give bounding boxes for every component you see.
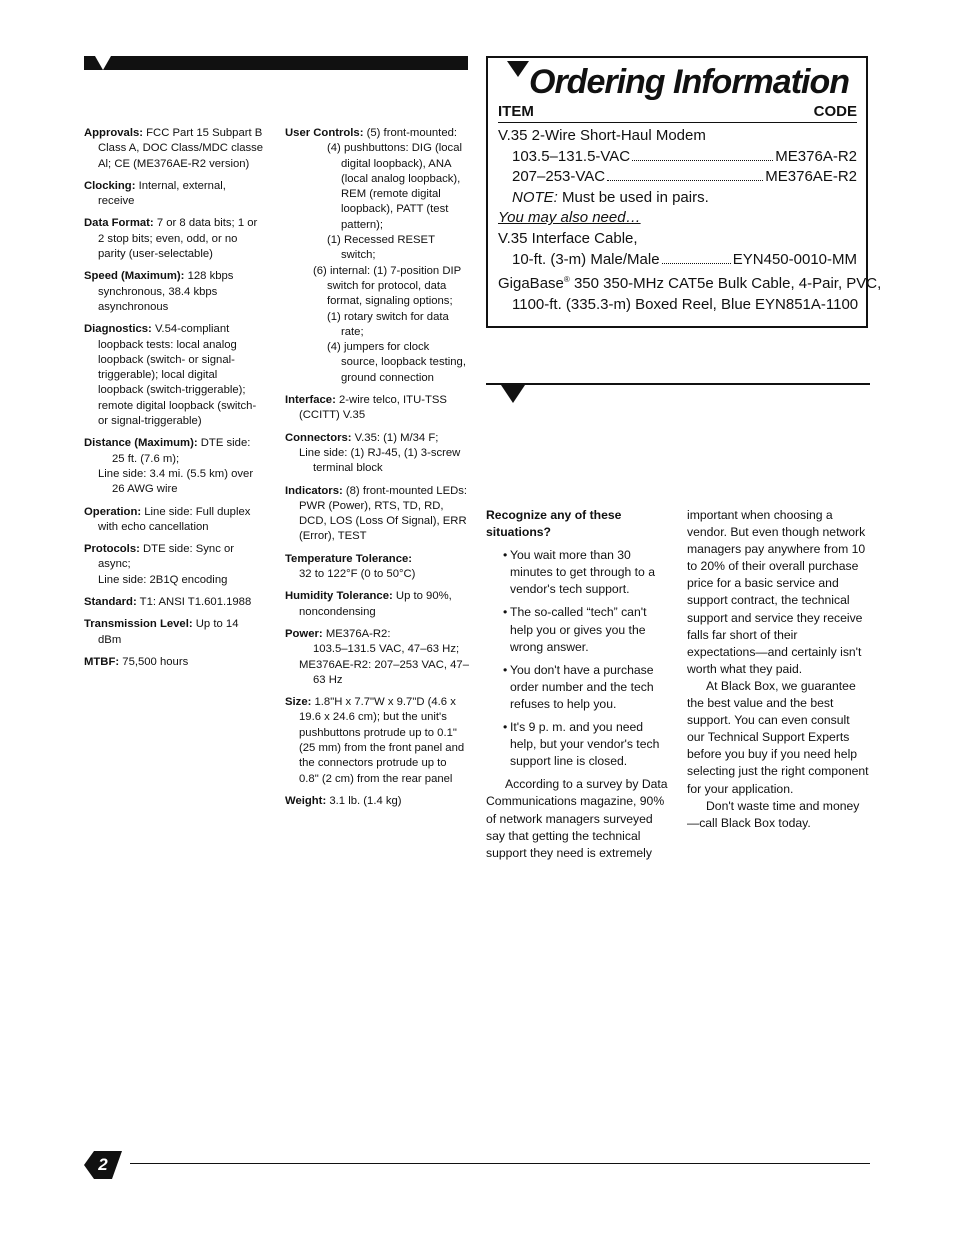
spec-diagnostics: Diagnostics: V.54-compliant loopback tests: local analog loopback (switch- or signal-triggerable); local digital loopback (switch-triggerable); remote digital loopback (switch- or signal-triggerable) <box>84 323 257 428</box>
leader-dots <box>607 180 763 181</box>
spec-power: Power: ME376A-R2: 103.5–131.5 VAC, 47–63 Hz; ME376AE-R2: 207–253 VAC, 47–63 Hz <box>285 627 469 686</box>
order-row-ME376A-R2 <box>498 147 857 168</box>
article-paragraph-survey-cont: important when choosing a vendor. But even though network managers pay anywhere from 10 to 20% of their overall purchase price for a basic service and support contract, the technical support and service they receive falls far short of their expectations—and certainly isn't worth what they paid. <box>687 508 866 676</box>
situation-item: • You don't have a purchase order number and the tech refuses to help you. <box>486 662 668 713</box>
gigabase-name: GigaBase® 350 350-MHz CAT5e Bulk Cable, 4-Pair, PVC, <box>498 275 882 293</box>
ordering-title-triangle <box>507 61 529 77</box>
specifications-header-notch <box>95 56 111 70</box>
spec-temperature: Temperature Tolerance: 32 to 122°F (0 to 50°C) <box>285 552 416 581</box>
spec-connectors: Connectors: V.35: (1) M/34 F; Line side: (1) RJ-45, (1) 3-screw terminal block <box>285 431 461 475</box>
spec-approvals: Approvals: FCC Part 15 Subpart B Class A, DOC Class/MDC classe Al; CE (ME376AE-R2 version) <box>84 127 264 170</box>
article-paragraph-call: Don't waste time and money—call Black Box today. <box>687 798 860 830</box>
specs-column-1 <box>84 126 264 677</box>
order-item-code: ME376AE-R2 <box>765 168 857 186</box>
spec-data-format: Data Format: 7 or 8 data bits; 1 or 2 stop bits; even, odd, or no parity (user-selectable) <box>84 217 258 261</box>
spec-distance: Distance (Maximum): DTE side: 25 ft. (7.6 m); Line side: 3.4 mi. (5.5 km) over 26 AWG wire <box>84 437 254 496</box>
specifications-header-bar <box>84 56 468 70</box>
order-row-ME376AE-R2 <box>498 167 857 188</box>
situation-item: • The so-called “tech” can't help you or gives you the wrong answer. <box>486 604 668 655</box>
spec-standard: Standard: T1: ANSI T1.601.1988 <box>84 596 252 609</box>
ordering-list <box>498 126 882 315</box>
ordering-title: Ordering Information <box>529 63 849 101</box>
order-item-code: EYN851A-1100 <box>755 295 859 313</box>
order-item-label: 1100-ft. (335.3-m) Boxed Reel, Blue <box>512 295 752 313</box>
spec-mtbf: MTBF: 75,500 hours <box>84 655 189 668</box>
leader-dots <box>632 160 773 161</box>
page-number: 2 <box>98 1155 108 1174</box>
spec-clocking: Clocking: Internal, external, receive <box>84 179 226 208</box>
order-row-EYN851A-1100 <box>498 295 857 316</box>
order-item-label: 207–253-VAC <box>512 168 606 186</box>
spec-user-controls: User Controls: (5) front-mounted: (4) pushbuttons: DIG (local digital loopback), ANA (local analog loopback), REM (remote digital loopback), PATT (test pattern); (1) Recessed RESET switch; (6) internal: (1) 7-position DIP switch for protocol, data format, signaling options; (1) rotary switch for data rate; (4) jumpers for clock source, loopback testing, ground connection <box>285 127 466 384</box>
order-item-label: 10-ft. (3-m) Male/Male <box>512 250 660 268</box>
spec-size: Size: 1.8"H x 7.7"W x 9.7"D (4.6 x 19.6 x 24.6 cm); but the unit's pushbuttons protrude up to 0.1" (25 mm) from the front panel and the connectors protrude up to 0.8" (2 cm) from the rear panel <box>285 696 465 785</box>
product-name: V.35 2-Wire Short-Haul Modem <box>498 127 706 144</box>
article-heading: Recognize any of these situations? <box>486 508 622 540</box>
spec-protocols: Protocols: DTE side: Sync or async; Line side: 2B1Q encoding <box>84 543 235 586</box>
article-paragraph-survey: According to a survey by Data Communications magazine, 90% of network managers surveyed say that getting the technical support they need is extremely <box>486 777 668 860</box>
spec-operation: Operation: Line side: Full duplex with echo cancellation <box>84 505 251 533</box>
article-column-1 <box>486 507 668 862</box>
spec-indicators: Indicators: (8) front-mounted LEDs: PWR (Power), RTS, TD, RD, DCD, LOS (Loss Of Signal), ERR (Error), TEST <box>285 484 468 543</box>
section-divider-triangle <box>501 385 525 403</box>
column-header-code: CODE <box>813 103 857 120</box>
specs-column-2 <box>285 126 469 816</box>
cable-name: V.35 Interface Cable, <box>498 229 638 247</box>
situation-item: • It's 9 p. m. and you need help, but your vendor's tech support line is closed. <box>486 719 668 770</box>
also-need-heading: You may also need… <box>498 209 641 227</box>
order-note: NOTE: Must be used in pairs. <box>512 188 709 206</box>
article-paragraph-guarantee: At Black Box, we guarantee the best value and the best support. You can even consult our Technical Support Experts before you buy if you need help selecting just the right component for your application. <box>687 678 869 796</box>
spec-weight: Weight: 3.1 lb. (1.4 kg) <box>285 794 402 807</box>
situations-list <box>486 547 668 770</box>
leader-dots <box>662 263 731 264</box>
spec-humidity: Humidity Tolerance: Up to 90%, noncondensing <box>285 590 452 618</box>
spec-speed: Speed (Maximum): 128 kbps synchronous, 38.4 kbps asynchronous <box>84 270 234 313</box>
footer-rule <box>130 1163 870 1164</box>
section-divider <box>486 383 870 385</box>
ordering-column-headers <box>498 102 857 123</box>
article-column-2 <box>687 507 869 832</box>
order-row-EYN450-0010-MM <box>498 250 857 271</box>
order-item-label: 103.5–131.5-VAC <box>512 147 631 165</box>
order-item-code: EYN450-0010-MM <box>732 250 857 268</box>
situation-item: • You wait more than 30 minutes to get through to a vendor's tech support. <box>486 547 668 598</box>
spec-interface: Interface: 2-wire telco, ITU-TSS (CCITT) V.35 <box>285 394 447 422</box>
order-item-code: ME376A-R2 <box>775 147 857 165</box>
column-header-item: ITEM <box>498 103 534 120</box>
spec-transmission-level: Transmission Level: Up to 14 dBm <box>84 618 239 646</box>
